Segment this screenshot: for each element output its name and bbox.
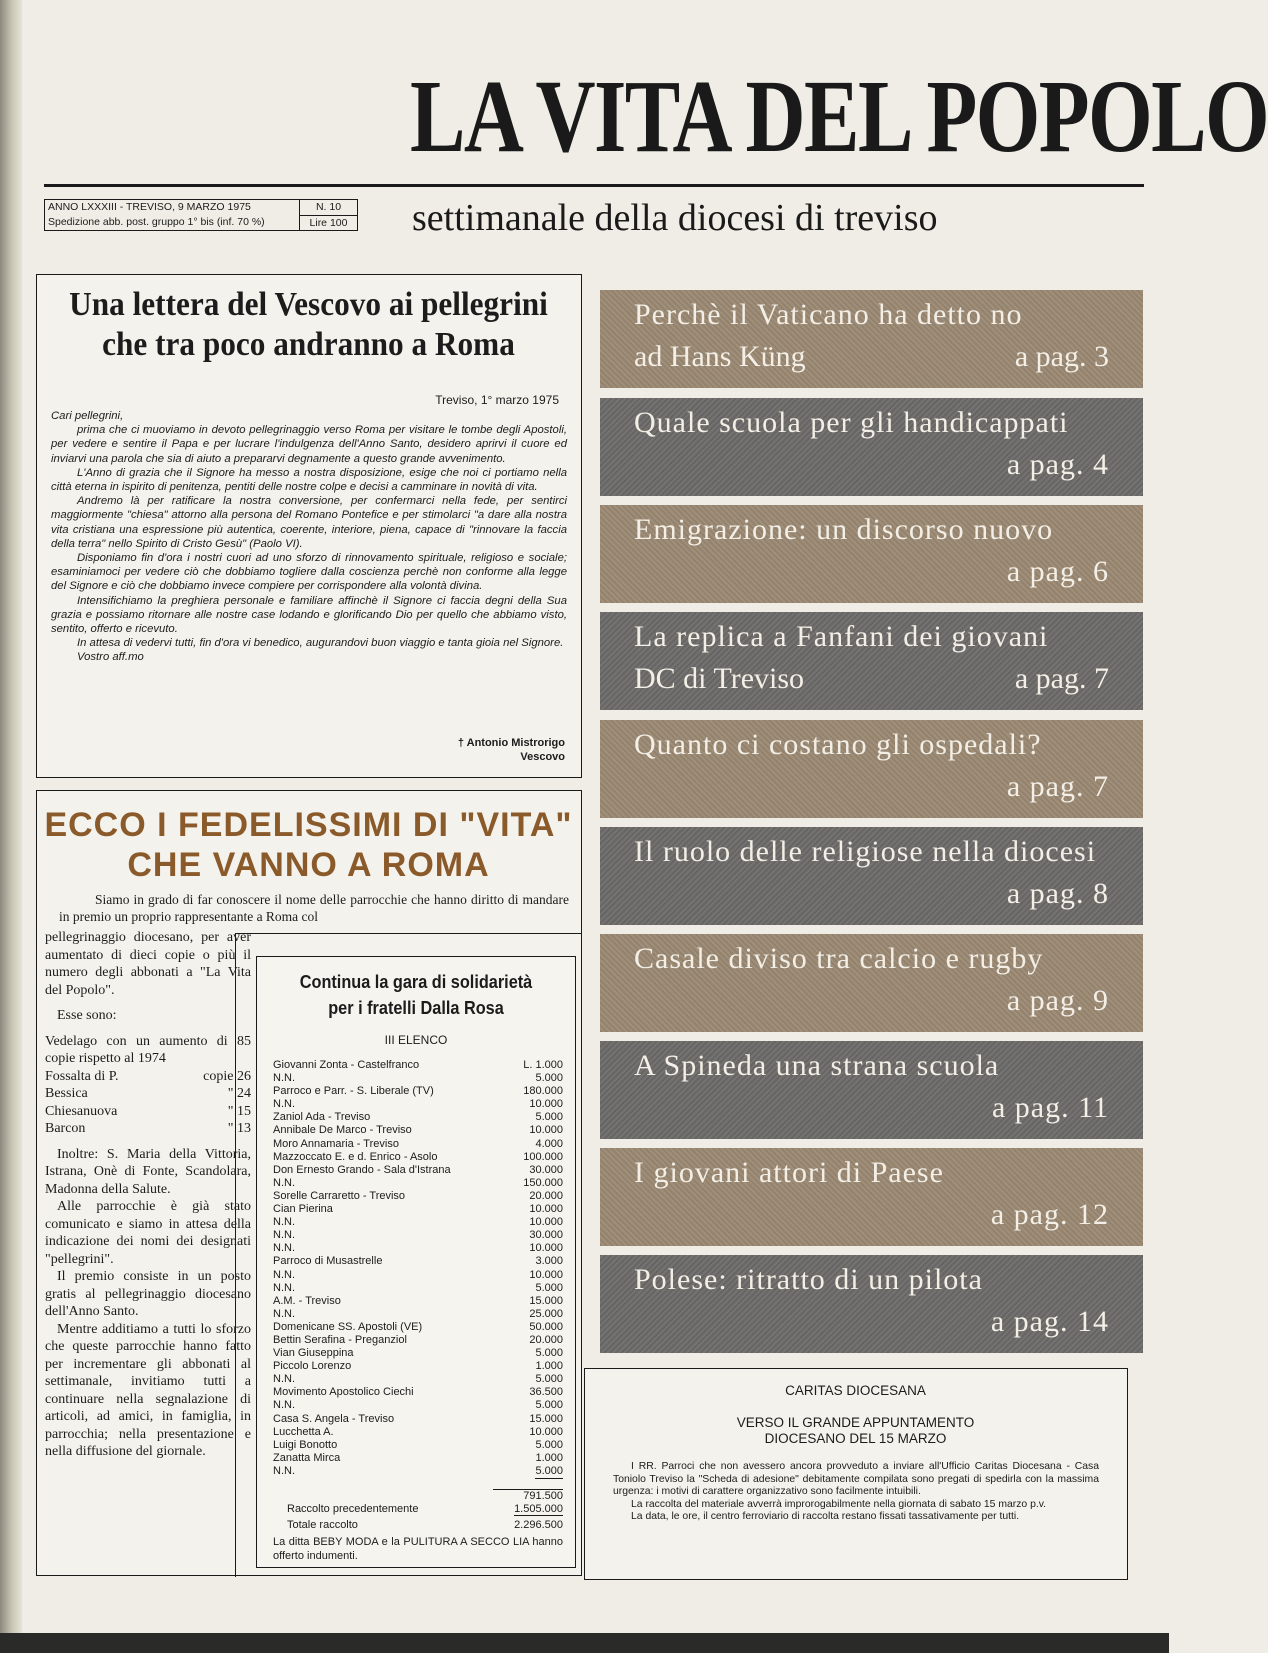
letter-paragraph: In attesa di vedervi tutti, fin d'ora vi benedico, augurandovi buon viaggio e tanta gioia nel Signore. bbox=[77, 637, 564, 650]
donor-name: Luigi Bonotto bbox=[273, 1438, 338, 1451]
caritas-paragraph: I RR. Parroci che non avessero ancora provveduto a inviare all'Ufficio Caritas Diocesana - Casa Toniolo Treviso la "Scheda di adesione" debitamente compilata sono pregati di spedirla con la massima urgenza: i motivi di carattere organizzativo sono facilmente intuibili. bbox=[613, 1461, 1099, 1498]
article-teaser[interactable] bbox=[600, 1255, 1143, 1353]
parish-name: Barcon bbox=[45, 1121, 86, 1136]
donor-row bbox=[273, 1373, 563, 1386]
donor-row bbox=[273, 1360, 563, 1373]
donor-name: N.N. bbox=[273, 1464, 295, 1477]
donor-name: Parroco di Musastrelle bbox=[273, 1255, 383, 1268]
article-teaser-title: La replica a Fanfani dei giovani bbox=[634, 620, 1049, 653]
article-teaser[interactable] bbox=[600, 290, 1143, 388]
article-teaser-title: Polese: ritratto di un pilota bbox=[634, 1263, 983, 1296]
donor-amount: 50.000 bbox=[529, 1320, 563, 1333]
fedelissimi-headline bbox=[37, 805, 580, 885]
donor-row bbox=[273, 1426, 563, 1439]
donor-amount: 10.000 bbox=[529, 1124, 563, 1137]
donor-amount: 5.000 bbox=[535, 1438, 563, 1451]
letter-body bbox=[51, 409, 567, 665]
donor-row bbox=[273, 1177, 563, 1190]
article-teaser-page: a pag. 12 bbox=[990, 1198, 1109, 1231]
article-teaser-line2 bbox=[634, 336, 1109, 378]
caritas-headline bbox=[585, 1415, 1126, 1447]
donor-name: Bettin Serafina - Preganziol bbox=[273, 1333, 407, 1346]
issue-number-box bbox=[300, 199, 358, 231]
previous-label: Raccolto precedentemente bbox=[287, 1503, 419, 1515]
page-binding-edge bbox=[0, 0, 22, 1653]
donor-row bbox=[273, 1295, 563, 1308]
donor-row bbox=[273, 1308, 563, 1321]
subtotal-amount: 791.500 bbox=[493, 1489, 563, 1502]
article-teaser[interactable] bbox=[600, 934, 1143, 1032]
parish-row bbox=[45, 1068, 251, 1086]
donor-name: Piccolo Lorenzo bbox=[273, 1360, 352, 1373]
masthead-title: LA VITA DEL POPOLO bbox=[410, 59, 1268, 174]
donor-row bbox=[273, 1321, 563, 1334]
fedelissimi-text: Vedelago con un aumento di 85 copie rispetto al 1974 bbox=[45, 1033, 251, 1066]
donor-amount: 5.000 bbox=[535, 1111, 563, 1124]
letter-headline-line1: Una lettera del Vescovo ai pellegrini bbox=[69, 286, 548, 323]
donor-amount: 5.000 bbox=[535, 1399, 563, 1412]
article-teaser[interactable] bbox=[600, 505, 1143, 603]
parish-row bbox=[45, 1120, 251, 1138]
donor-name: N.N. bbox=[273, 1281, 295, 1294]
caritas-paragraph: La raccolta del materiale avverrà improrogabilmente nella giornata di sabato 15 marzo p.v. bbox=[631, 1498, 1047, 1510]
donor-name: N.N. bbox=[273, 1373, 295, 1386]
donor-row bbox=[273, 1072, 563, 1085]
issue-info-box bbox=[44, 199, 300, 231]
letter-paragraph: Disponiamo fin d'ora i nostri cuori ad uno sforzo di rinnovamento spirituale, religioso e sociale; esaminiamoci per vedere ciò che dobbiamo togliere dalla coscienza perchè non conforme alla legge del Signore e ciò che dobbiamo invece compiere per corrispondere alla volontà divina. bbox=[51, 552, 567, 593]
donor-amount: 5.000 bbox=[535, 1281, 563, 1294]
donor-name: N.N. bbox=[273, 1268, 295, 1281]
donor-amount: 25.000 bbox=[529, 1307, 563, 1320]
donor-name: N.N. bbox=[273, 1399, 295, 1412]
donor-amount: 3.000 bbox=[535, 1255, 563, 1268]
donor-row bbox=[273, 1216, 563, 1229]
postal-line: Spedizione abb. post. gruppo 1° bis (inf. 70 %) bbox=[48, 216, 265, 228]
parish-row bbox=[45, 1085, 251, 1103]
article-teaser-title: Perchè il Vaticano ha detto no bbox=[634, 298, 1023, 331]
article-teaser[interactable] bbox=[600, 827, 1143, 925]
donor-name: Giovanni Zonta - Castelfranco bbox=[273, 1059, 420, 1071]
donor-name: Don Ernesto Grando - Sala d'Istrana bbox=[273, 1163, 451, 1176]
donor-row bbox=[273, 1399, 563, 1412]
article-teaser-page: a pag. 7 bbox=[1006, 770, 1109, 803]
donor-amount: 36.500 bbox=[529, 1386, 563, 1399]
donor-amount: 5.000 bbox=[535, 1373, 563, 1386]
bishop-letter-article bbox=[36, 274, 582, 778]
donor-row bbox=[273, 1098, 563, 1111]
donor-name: Vian Giuseppina bbox=[273, 1347, 354, 1360]
article-teaser-page: a pag. 9 bbox=[1006, 984, 1109, 1017]
caritas-header: CARITAS DIOCESANA bbox=[785, 1383, 926, 1398]
donor-amount: 30.000 bbox=[529, 1163, 563, 1176]
donor-row bbox=[273, 1465, 563, 1479]
donor-amount: 10.000 bbox=[529, 1216, 563, 1229]
donor-name: N.N. bbox=[273, 1098, 295, 1111]
donor-name: N.N. bbox=[273, 1229, 295, 1242]
donor-row bbox=[273, 1124, 563, 1137]
fedelissimi-text: Inoltre: S. Maria della Vittoria, Istrana, Onè di Fonte, Scandolara, Madonna della Salute. bbox=[45, 1146, 251, 1197]
masthead-rule bbox=[44, 184, 1144, 187]
letter-paragraph: Intensifichiamo la preghiera personale e familiare affinchè il Signore ci faccia degni della Sua grazia e possiamo ritornare alle nostre case lodando e glorificando Dio per quello che abbiamo visto, sentito, offerto e ricevuto. bbox=[51, 594, 567, 636]
donor-name: Casa S. Angela - Treviso bbox=[273, 1412, 395, 1425]
donor-name: Moro Annamaria - Treviso bbox=[273, 1137, 399, 1150]
donor-amount: 20.000 bbox=[529, 1189, 563, 1202]
article-teaser-page: a pag. 14 bbox=[990, 1305, 1109, 1338]
solidarity-list-box bbox=[256, 956, 576, 1568]
fedelissimi-text: Esse sono: bbox=[57, 1008, 117, 1023]
donor-amount: 1.000 bbox=[535, 1360, 563, 1373]
solidarity-headline bbox=[276, 969, 556, 1021]
article-teaser-title: Quanto ci costano gli ospedali? bbox=[634, 728, 1042, 761]
article-teaser[interactable] bbox=[600, 398, 1143, 496]
donor-row bbox=[273, 1386, 563, 1399]
letter-paragraph: Andremo là per ratificare la nostra conversione, per confermarci nella fede, per sentirci maggiormente "chiesa" attorno alla persona del Romano Pontefice e per stimolarci "a dare alla nostra vita cristiana una espressione più autentica, coerente, interiore, piena, capace di "rinnovare la faccia della terra" nello Spirito di Cristo Gesù" (Paolo VI). bbox=[51, 495, 567, 550]
issue-price: Lire 100 bbox=[309, 217, 348, 229]
article-teaser-page: a pag. 7 bbox=[1014, 662, 1109, 695]
issue-number: N. 10 bbox=[300, 200, 357, 216]
donor-name: N.N. bbox=[273, 1072, 295, 1085]
fedelissimi-headline-line2: CHE VANNO A ROMA bbox=[127, 846, 490, 884]
parish-name: Bessica bbox=[45, 1086, 88, 1101]
donor-name: Parroco e Parr. - S. Liberale (TV) bbox=[273, 1085, 434, 1098]
article-teaser[interactable] bbox=[600, 1041, 1143, 1139]
donor-amount: 10.000 bbox=[529, 1425, 563, 1438]
donor-amount: L. 1.000 bbox=[523, 1059, 563, 1071]
letter-salutation: Cari pellegrini, bbox=[51, 410, 124, 422]
parish-copies: " 15 bbox=[227, 1103, 251, 1119]
donor-amount: 100.000 bbox=[523, 1150, 563, 1163]
article-teaser-title: I giovani attori di Paese bbox=[634, 1156, 944, 1189]
donor-row bbox=[273, 1413, 563, 1426]
total-row bbox=[273, 1519, 563, 1531]
donor-amount: 5.000 bbox=[535, 1465, 563, 1479]
parish-copies: copie 26 bbox=[203, 1068, 251, 1084]
donor-name: N.N. bbox=[273, 1176, 295, 1189]
previous-row bbox=[273, 1503, 563, 1516]
article-teaser-title: Emigrazione: un discorso nuovo bbox=[634, 513, 1054, 546]
fedelissimi-text: Mentre additiamo a tutti lo sforzo che queste parrocchie hanno fatto per incrementare gli abbonati al settimanale, invitiamo tutti a continuare nella segnalazione di articoli, ad amici, in famiglia, in parrocchia; nella presentazione e nella diffusione del giornale. bbox=[45, 1321, 251, 1459]
solidarity-subtitle: III ELENCO bbox=[384, 1033, 448, 1047]
donor-name: Sorelle Carraretto - Treviso bbox=[273, 1189, 406, 1202]
donor-row bbox=[273, 1452, 563, 1465]
article-teaser[interactable] bbox=[600, 720, 1143, 818]
fedelissimi-text: Alle parrocchie è già stato comunicato e siamo in attesa della indicazione dei nomi dei designati "pellegrini". bbox=[45, 1199, 251, 1267]
article-teaser-page: a pag. 6 bbox=[1006, 555, 1109, 588]
donor-row bbox=[273, 1282, 563, 1295]
article-teaser-page: a pag. 8 bbox=[1006, 877, 1109, 910]
parish-name: Chiesanuova bbox=[45, 1103, 118, 1119]
donor-name: Cian Pierina bbox=[273, 1203, 333, 1216]
article-teaser[interactable] bbox=[600, 612, 1143, 710]
total-amount: 2.296.500 bbox=[514, 1519, 563, 1531]
article-teaser-line2 bbox=[634, 658, 1109, 700]
fedelissimi-text: pellegrinaggio diocesano, per aver aumentato di dieci copie o più il numero degli abbonati a "La Vita del Popolo". bbox=[45, 930, 251, 998]
caritas-paragraph: La data, le ore, il centro ferroviario di raccolta restano fissati tassativamente per tutti. bbox=[631, 1511, 1020, 1523]
donor-amount: 10.000 bbox=[529, 1203, 563, 1216]
donor-row bbox=[273, 1085, 563, 1098]
donor-name: N.N. bbox=[273, 1216, 295, 1229]
letter-signature-role: Vescovo bbox=[520, 751, 565, 763]
article-teaser-page: a pag. 11 bbox=[991, 1091, 1109, 1124]
article-teaser-title: Casale diviso tra calcio e rugby bbox=[634, 942, 1044, 975]
donor-amount: 15.000 bbox=[529, 1412, 563, 1425]
caritas-body bbox=[613, 1461, 1099, 1524]
solidarity-note: La ditta BEBY MODA e la PULITURA A SECCO LIA hanno offerto indumenti. bbox=[273, 1536, 563, 1562]
caritas-headline-line2: DIOCESANO DEL 15 MARZO bbox=[764, 1431, 947, 1446]
donor-row bbox=[273, 1347, 563, 1360]
donor-amount: 150.000 bbox=[523, 1176, 563, 1189]
letter-signature-name: † Antonio Mistrorigo bbox=[457, 737, 565, 749]
donor-row bbox=[273, 1242, 563, 1255]
donor-name: Lucchetta A. bbox=[273, 1425, 334, 1438]
donor-row bbox=[273, 1229, 563, 1242]
donor-row bbox=[273, 1164, 563, 1177]
letter-paragraph: L'Anno di grazia che il Signore ha messo a nostra disposizione, esige che noi ci portiamo nella città eterna in ispirito di penitenza, pentiti delle nostre colpe e decisi a camminare in novità di vita. bbox=[51, 466, 567, 494]
donor-amount: 10.000 bbox=[529, 1268, 563, 1281]
donor-row bbox=[273, 1203, 563, 1216]
donor-amount: 5.000 bbox=[535, 1347, 563, 1360]
fedelissimi-headline-line1: ECCO I FEDELISSIMI DI "VITA" bbox=[44, 806, 573, 844]
caritas-article bbox=[584, 1368, 1128, 1580]
letter-closing: Vostro aff.mo bbox=[77, 651, 144, 664]
donor-name: A.M. - Treviso bbox=[273, 1294, 341, 1307]
donor-amount: 1.000 bbox=[535, 1451, 563, 1464]
donor-list bbox=[273, 1059, 563, 1479]
letter-paragraph: prima che ci muoviamo in devoto pellegrinaggio verso Roma per visitare le tombe degli Apostoli, per vedere e sentire il Papa e per lucrare l'indulgenza dell'Anno Santo, desidero aprirvi il cuore ed inviarvi una parola che sia di aiuto a prepararvi degnamente a questo grande avvenimento. bbox=[51, 424, 567, 465]
fedelissimi-text: Il premio consiste in un posto gratis al pellegrinaggio diocesano dell'Anno Santo. bbox=[45, 1269, 251, 1319]
page-bottom-edge bbox=[0, 1633, 1169, 1653]
article-teaser-title: Il ruolo delle religiose nella diocesi bbox=[634, 835, 1097, 868]
donor-amount: 10.000 bbox=[529, 1098, 563, 1111]
donor-amount: 30.000 bbox=[529, 1229, 563, 1242]
donor-row bbox=[273, 1255, 563, 1268]
article-teaser-title: A Spineda una strana scuola bbox=[634, 1049, 1000, 1082]
donor-row bbox=[273, 1439, 563, 1452]
subtotal-row bbox=[273, 1489, 563, 1502]
parish-copies: " 13 bbox=[227, 1121, 251, 1136]
donor-name: Movimento Apostolico Ciechi bbox=[273, 1386, 414, 1399]
donor-name: Domenicane SS. Apostoli (VE) bbox=[273, 1320, 423, 1333]
donor-name: Zaniol Ada - Treviso bbox=[273, 1111, 371, 1124]
caritas-headline-line1: VERSO IL GRANDE APPUNTAMENTO bbox=[736, 1415, 975, 1430]
donor-row bbox=[273, 1111, 563, 1124]
donor-amount: 4.000 bbox=[535, 1137, 563, 1150]
donor-name: Mazzoccato E. e d. Enrico - Asolo bbox=[273, 1150, 438, 1163]
parish-name: Fossalta di P. bbox=[45, 1068, 119, 1084]
donor-name: N.N. bbox=[273, 1242, 295, 1255]
donor-row bbox=[273, 1190, 563, 1203]
donor-row bbox=[273, 1334, 563, 1347]
donor-amount: 20.000 bbox=[529, 1333, 563, 1346]
solidarity-headline-line2: per i fratelli Dalla Rosa bbox=[328, 997, 504, 1018]
article-teaser-title-cont: ad Hans Küng bbox=[634, 340, 806, 373]
letter-headline-line2: che tra poco andranno a Roma bbox=[102, 326, 515, 363]
donor-amount: 180.000 bbox=[523, 1085, 563, 1098]
donor-amount: 5.000 bbox=[535, 1072, 563, 1085]
solidarity-headline-line1: Continua la gara di solidarietà bbox=[299, 971, 533, 992]
article-teaser[interactable] bbox=[600, 1148, 1143, 1246]
donor-amount: 15.000 bbox=[529, 1294, 563, 1307]
donor-row bbox=[273, 1059, 563, 1072]
total-label: Totale raccolto bbox=[287, 1519, 358, 1531]
donor-name: Zanatta Mirca bbox=[273, 1451, 341, 1464]
parish-copies: " 24 bbox=[227, 1086, 251, 1101]
article-teaser-page: a pag. 3 bbox=[1014, 340, 1109, 373]
donor-name: Annibale De Marco - Treviso bbox=[273, 1124, 412, 1137]
letter-headline bbox=[59, 285, 559, 365]
fedelissimi-intro: Siamo in grado di far conoscere il nome delle parrocchie che hanno diritto di mandare in premio un proprio rappresentante a Roma col bbox=[59, 892, 569, 924]
donor-row bbox=[273, 1269, 563, 1282]
previous-amount: 1.505.000 bbox=[514, 1503, 563, 1515]
article-teaser-title: Quale scuola per gli handicappati bbox=[634, 406, 1069, 439]
masthead-subtitle: settimanale della diocesi di treviso bbox=[412, 197, 938, 239]
donor-amount: 10.000 bbox=[529, 1242, 563, 1255]
article-teaser-page: a pag. 4 bbox=[1006, 448, 1109, 481]
issue-line: ANNO LXXXIII - TREVISO, 9 MARZO 1975 bbox=[48, 201, 251, 213]
letter-date: Treviso, 1° marzo 1975 bbox=[435, 393, 559, 407]
donor-row bbox=[273, 1138, 563, 1151]
donor-row bbox=[273, 1151, 563, 1164]
donor-name: N.N. bbox=[273, 1307, 295, 1320]
article-teaser-title-cont: DC di Treviso bbox=[634, 662, 805, 695]
parish-row bbox=[45, 1103, 251, 1121]
fedelissimi-column bbox=[45, 929, 251, 1461]
